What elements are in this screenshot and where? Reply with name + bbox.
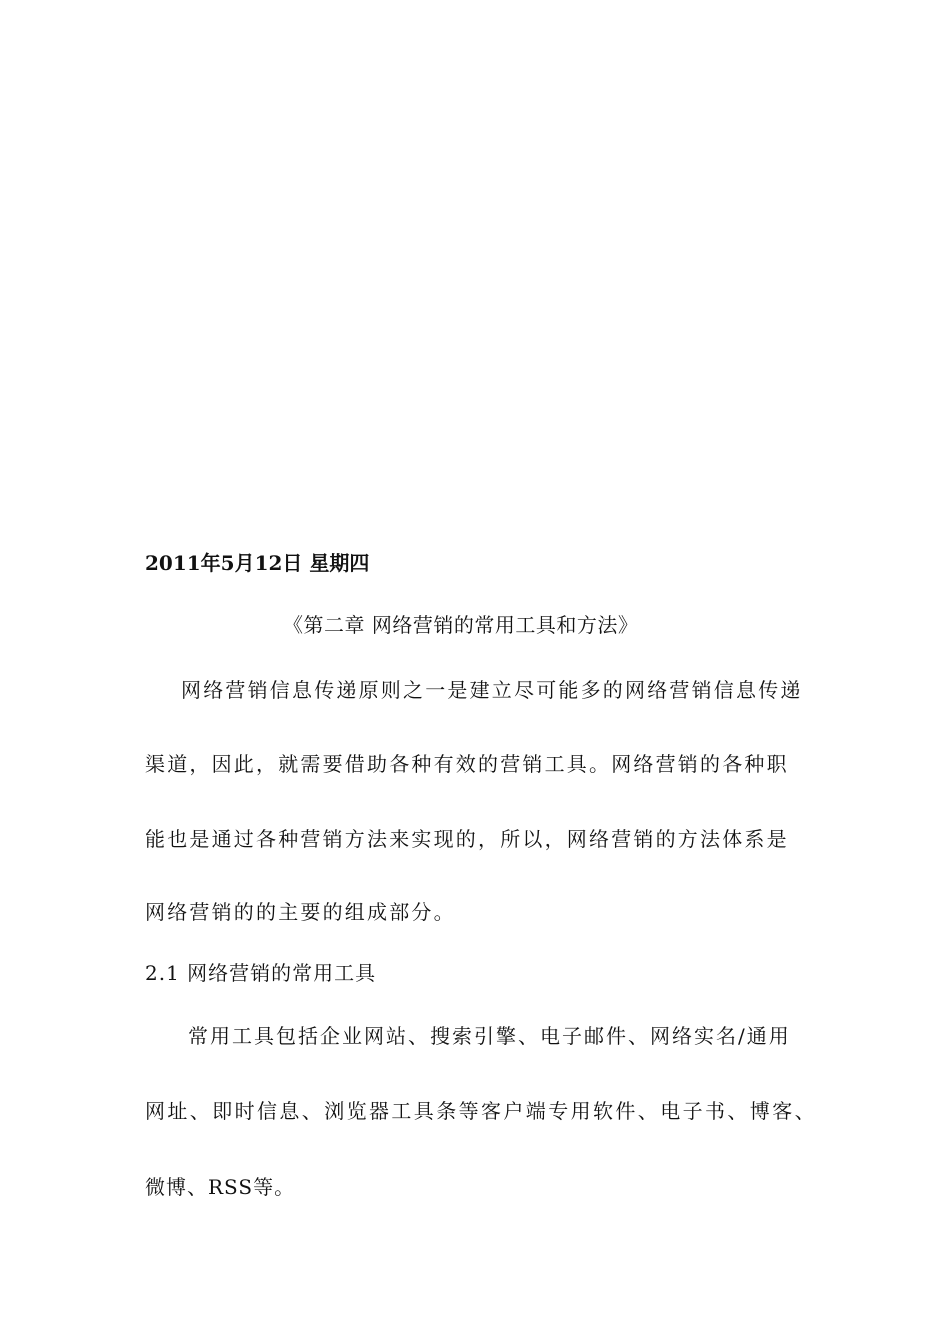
section-heading: 2.1 网络营销的常用工具 — [145, 961, 377, 985]
paragraph-line: 常用工具包括企业网站、搜索引擎、电子邮件、网络实名/通用 — [188, 1024, 791, 1048]
paragraph-line: 网络营销信息传递原则之一是建立尽可能多的网络营销信息传递 — [181, 678, 803, 702]
chapter-title: 《第二章 网络营销的常用工具和方法》 — [283, 613, 639, 637]
paragraph-line: 网址、即时信息、浏览器工具条等客户端专用软件、电子书、博客、 — [145, 1099, 817, 1123]
paragraph-line: 微博、RSS等。 — [145, 1175, 296, 1199]
date-line: 2011年5月12日 星期四 — [145, 551, 370, 575]
paragraph-line: 渠道，因此，就需要借助各种有效的营销工具。网络营销的各种职 — [145, 752, 789, 776]
paragraph-line: 能也是通过各种营销方法来实现的，所以，网络营销的方法体系是 — [145, 827, 789, 851]
paragraph-line: 网络营销的的主要的组成部分。 — [145, 900, 456, 924]
